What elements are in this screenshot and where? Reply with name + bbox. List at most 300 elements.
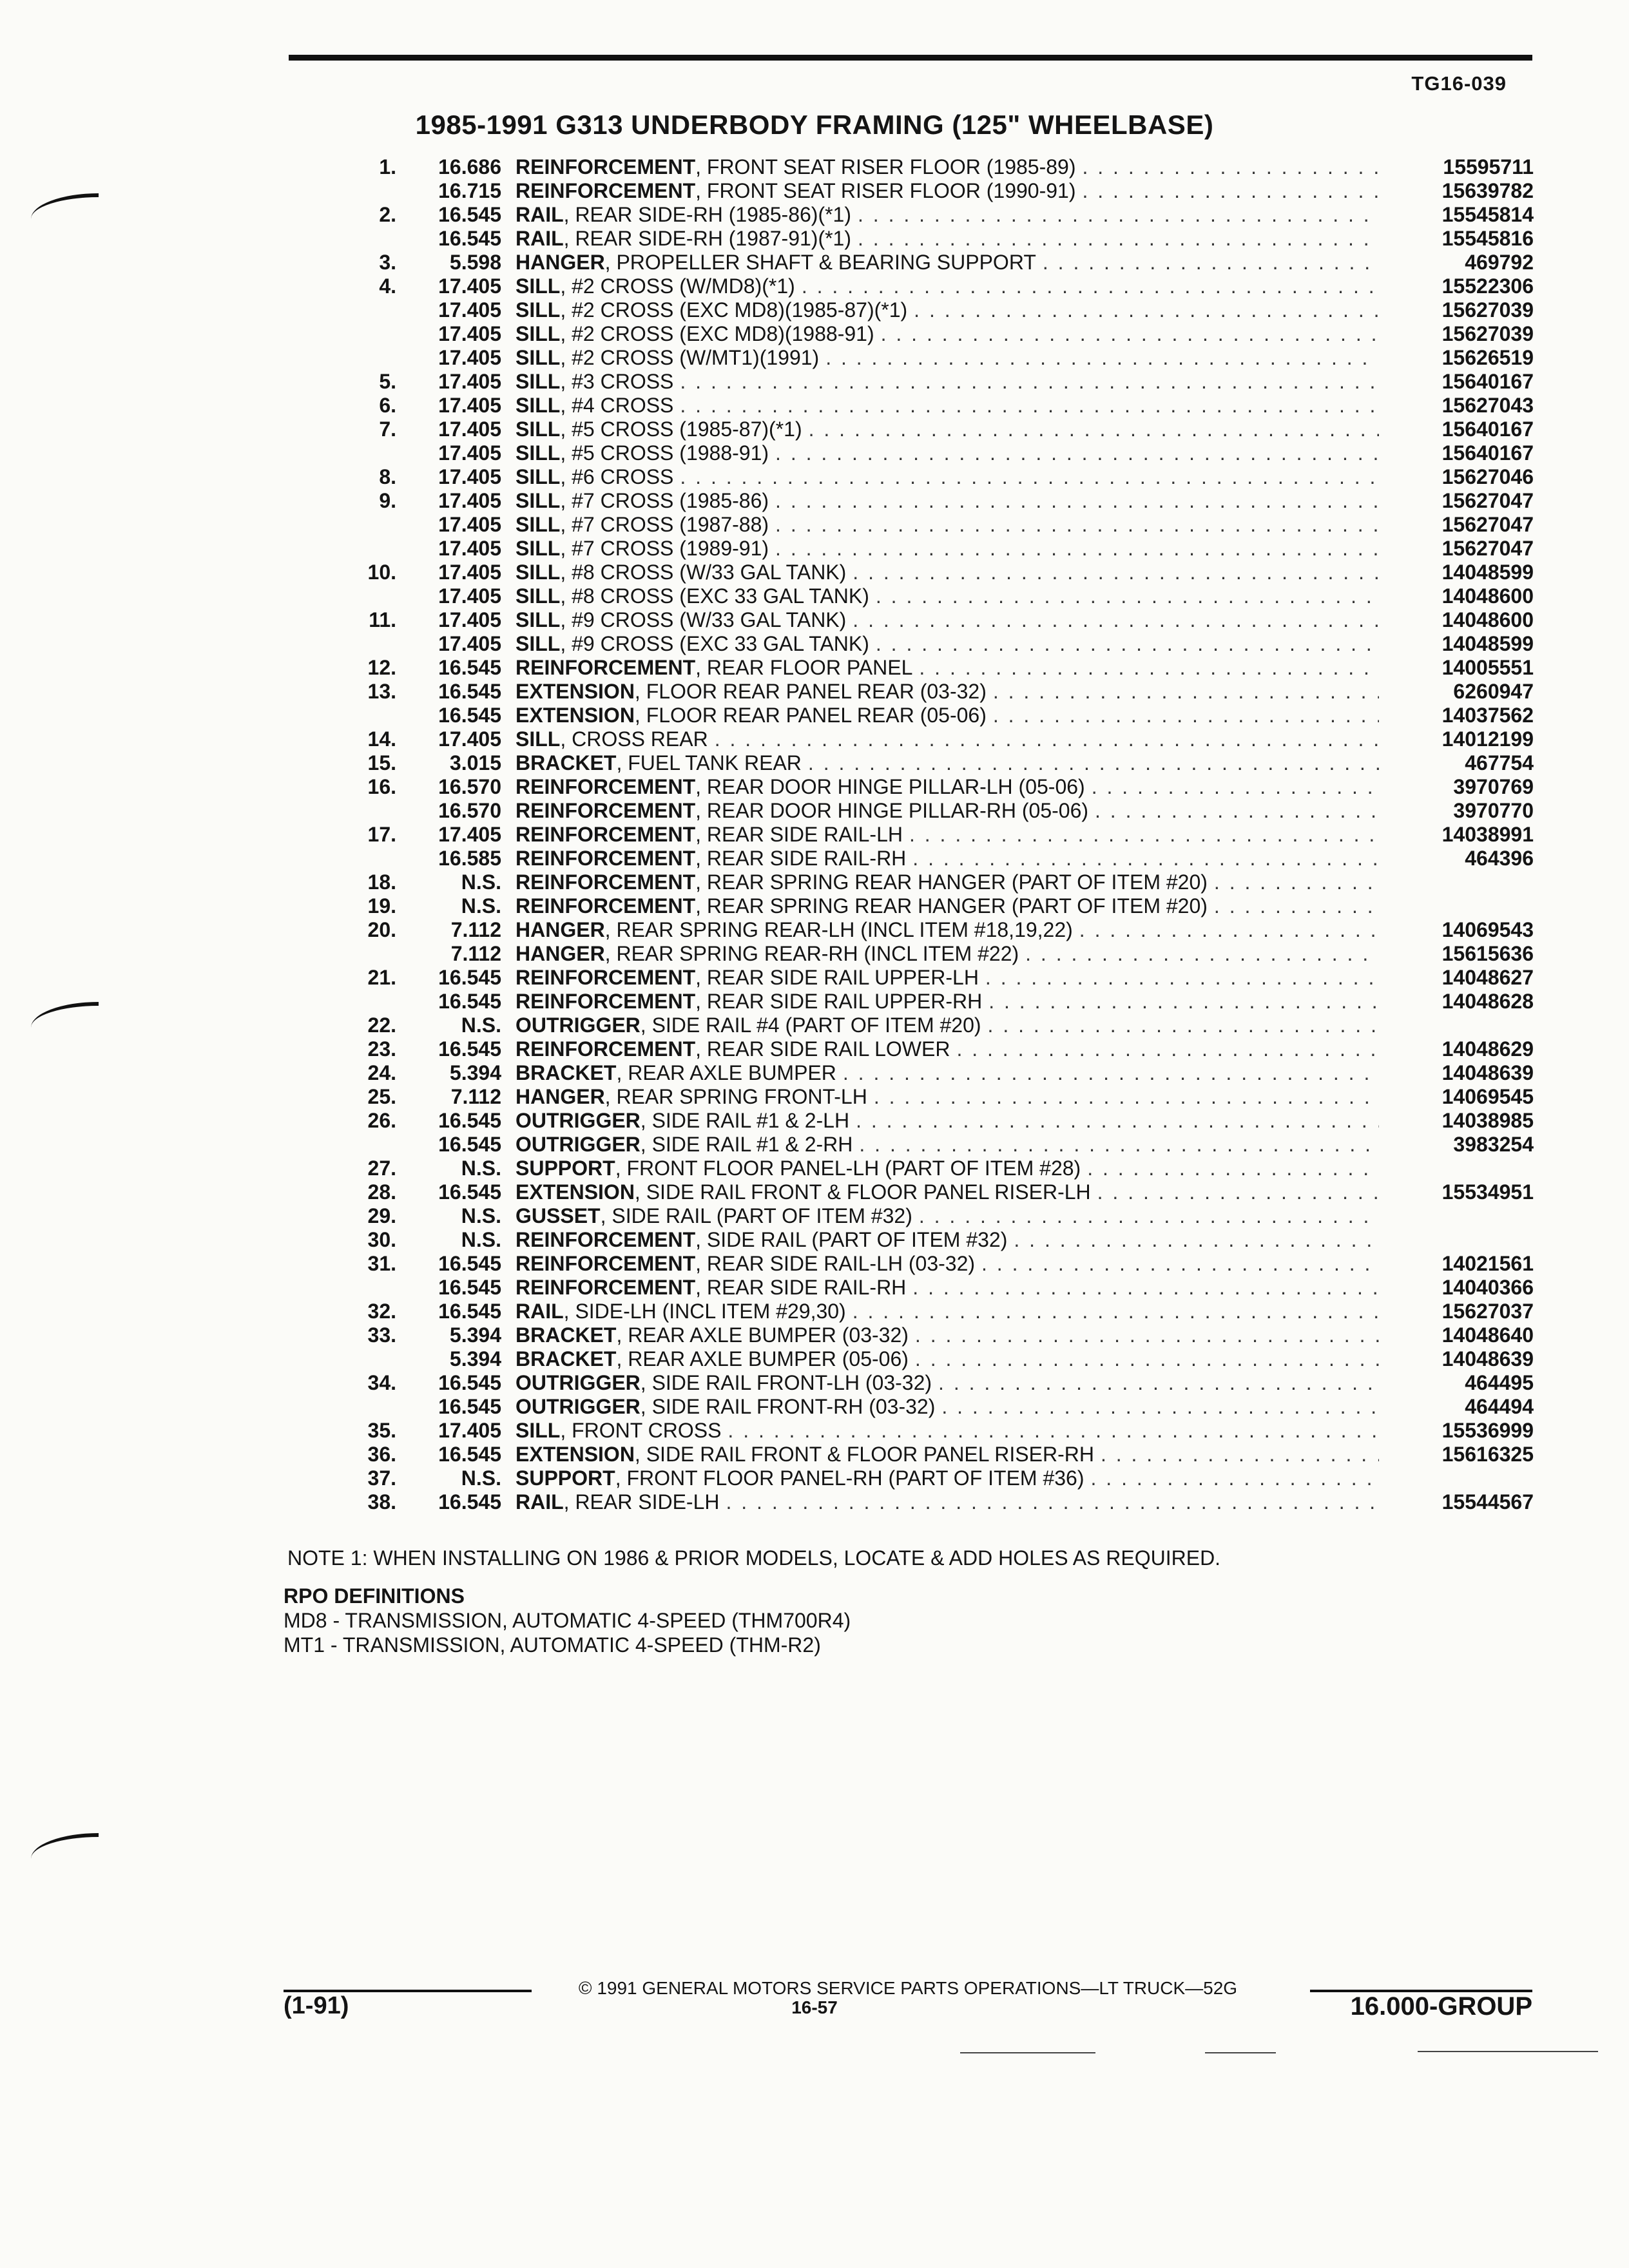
part-number: 15616325 <box>1441 1443 1534 1466</box>
table-row <box>290 394 1534 418</box>
part-detail: , SIDE-LH (INCL ITEM #29,30) <box>563 1300 846 1323</box>
part-detail: , FLOOR REAR PANEL REAR (03-32) <box>634 680 987 703</box>
part-number: 14048600 <box>1441 608 1534 631</box>
part-detail: , SIDE RAIL (PART OF ITEM #32) <box>695 1228 1008 1251</box>
part-name: HANGER <box>516 942 605 965</box>
part-name: HANGER <box>516 251 605 274</box>
part-number: 14005551 <box>1441 656 1534 679</box>
part-detail: , REAR SIDE RAIL UPPER-LH <box>695 966 979 989</box>
page-title: 1985-1991 G313 UNDERBODY FRAMING (125" WHEELBASE) <box>415 110 1214 140</box>
group-number: 16.545 <box>438 227 501 250</box>
part-detail: , PROPELLER SHAFT & BEARING SUPPORT <box>604 251 1036 274</box>
part-number: 469792 <box>1465 251 1534 274</box>
item-number: 37. <box>367 1466 396 1490</box>
item-number: 31. <box>367 1252 396 1275</box>
part-detail: , REAR SIDE RAIL LOWER <box>695 1037 950 1061</box>
part-detail: , #2 CROSS (W/MD8)(*1) <box>560 274 795 298</box>
item-number: 21. <box>367 966 396 989</box>
item-number: 33. <box>367 1323 396 1347</box>
part-name: REINFORCEMENT <box>516 990 696 1013</box>
part-detail: , #4 CROSS <box>560 394 674 417</box>
part-detail: , #8 CROSS (EXC 33 GAL TANK) <box>560 584 869 608</box>
table-row <box>290 1014 1534 1037</box>
group-number: 17.405 <box>438 513 501 536</box>
table-row <box>290 584 1534 608</box>
table-row <box>290 1204 1534 1228</box>
table-row <box>290 1466 1534 1490</box>
part-name: SILL <box>516 298 561 322</box>
group-number: 16.545 <box>438 656 501 679</box>
part-name: SUPPORT <box>516 1157 615 1180</box>
part-description <box>516 346 1379 370</box>
dot-leader <box>876 632 1379 656</box>
part-description <box>516 1204 1379 1228</box>
part-name: SILL <box>516 441 561 465</box>
group-number: 16.545 <box>438 1395 501 1418</box>
part-number: 14048639 <box>1441 1061 1534 1084</box>
table-row <box>290 1109 1534 1133</box>
part-detail: , FRONT CROSS <box>560 1419 722 1442</box>
part-detail: , #5 CROSS (1985-87)(*1) <box>560 418 802 441</box>
item-number: 11. <box>369 608 396 631</box>
part-detail: , FLOOR REAR PANEL REAR (05-06) <box>634 704 987 727</box>
part-name: SILL <box>516 346 561 369</box>
table-row <box>290 942 1534 966</box>
group-number: N.S. <box>461 870 501 894</box>
header-rule <box>289 55 1532 61</box>
part-number: 6260947 <box>1453 680 1534 703</box>
dot-leader <box>1214 894 1379 918</box>
part-number: 14048600 <box>1441 584 1534 608</box>
part-number: 15595711 <box>1443 155 1534 178</box>
part-name: REINFORCEMENT <box>516 656 696 679</box>
part-name: BRACKET <box>516 1323 617 1347</box>
part-number: 14069543 <box>1441 918 1534 941</box>
part-name: EXTENSION <box>516 1443 635 1466</box>
dot-leader <box>843 1061 1379 1085</box>
part-description <box>516 1157 1379 1180</box>
part-name: SILL <box>516 394 561 417</box>
binder-hole-mark-bottom <box>31 1833 99 1859</box>
part-description <box>516 251 1379 274</box>
item-number: 8. <box>379 465 396 488</box>
table-row <box>290 1228 1534 1252</box>
part-description <box>516 1323 1379 1347</box>
table-row <box>290 489 1534 513</box>
dot-leader <box>825 346 1379 370</box>
part-number: 15627039 <box>1441 322 1534 345</box>
dot-leader <box>1079 918 1379 942</box>
part-description <box>516 1371 1379 1395</box>
part-name: HANGER <box>516 1085 605 1108</box>
part-name: RAIL <box>516 1490 564 1514</box>
part-name: SILL <box>516 561 561 584</box>
part-number: 15626519 <box>1441 346 1534 369</box>
group-number: 17.405 <box>438 823 501 846</box>
dot-leader <box>802 274 1379 298</box>
group-number: 7.112 <box>450 942 501 965</box>
item-number: 24. <box>367 1061 396 1084</box>
part-description <box>516 1347 1379 1371</box>
dot-leader <box>775 441 1379 465</box>
part-name: RAIL <box>516 203 564 226</box>
group-number: 16.686 <box>438 155 501 178</box>
group-number: 16.545 <box>438 704 501 727</box>
part-number: 15534951 <box>1441 1180 1534 1204</box>
item-number: 30. <box>367 1228 396 1251</box>
part-detail: , FUEL TANK REAR <box>616 751 802 774</box>
part-description <box>516 370 1379 394</box>
dot-leader <box>808 751 1379 775</box>
table-row <box>290 1180 1534 1204</box>
part-name: SILL <box>516 322 561 345</box>
group-number: 17.405 <box>438 584 501 608</box>
group-number: 5.598 <box>449 251 501 274</box>
part-detail: , REAR SPRING REAR-RH (INCL ITEM #22) <box>604 942 1019 965</box>
table-row <box>290 465 1534 489</box>
part-name: REINFORCEMENT <box>516 179 696 202</box>
part-name: BRACKET <box>516 1347 617 1370</box>
part-description <box>516 847 1379 870</box>
part-description <box>516 990 1379 1014</box>
dot-leader <box>912 1276 1379 1300</box>
table-row <box>290 561 1534 584</box>
item-number: 38. <box>367 1490 396 1514</box>
item-number: 9. <box>379 489 396 512</box>
part-number: 464494 <box>1465 1395 1534 1418</box>
part-detail: , #7 CROSS (1989-91) <box>560 537 769 560</box>
dot-leader <box>1014 1228 1379 1252</box>
part-detail: , #8 CROSS (W/33 GAL TANK) <box>560 561 847 584</box>
item-number: 18. <box>367 870 396 894</box>
part-name: REINFORCEMENT <box>516 799 696 822</box>
part-detail: , FRONT FLOOR PANEL-LH (PART OF ITEM #28) <box>615 1157 1081 1180</box>
part-description <box>516 1252 1379 1276</box>
part-description <box>516 1014 1379 1037</box>
dot-leader <box>938 1371 1379 1395</box>
dot-leader <box>881 322 1379 346</box>
dot-leader <box>1082 155 1379 179</box>
part-detail: , SIDE RAIL #4 (PART OF ITEM #20) <box>640 1014 981 1037</box>
group-number: N.S. <box>461 1228 501 1251</box>
dot-leader <box>775 489 1379 513</box>
table-row <box>290 274 1534 298</box>
dot-leader <box>914 298 1379 322</box>
part-description <box>516 1085 1379 1109</box>
part-number: 15615636 <box>1441 942 1534 965</box>
part-detail: , #9 CROSS (W/33 GAL TANK) <box>560 608 847 631</box>
dot-leader <box>1087 1157 1379 1180</box>
part-description <box>516 751 1379 775</box>
part-name: REINFORCEMENT <box>516 1252 696 1275</box>
part-name: REINFORCEMENT <box>516 894 696 918</box>
part-description <box>516 823 1379 847</box>
part-name: REINFORCEMENT <box>516 1228 696 1251</box>
part-name: SILL <box>516 489 561 512</box>
part-detail: , FRONT SEAT RISER FLOOR (1990-91) <box>695 179 1076 202</box>
group-number: 17.405 <box>438 608 501 631</box>
part-number: 15640167 <box>1441 418 1534 441</box>
item-number: 25. <box>367 1085 396 1108</box>
part-name: BRACKET <box>516 1061 617 1084</box>
part-number: 14048599 <box>1441 561 1534 584</box>
item-number: 2. <box>379 203 396 226</box>
part-detail: , REAR AXLE BUMPER <box>616 1061 836 1084</box>
table-row <box>290 1252 1534 1276</box>
part-description <box>516 918 1379 942</box>
part-description <box>516 203 1379 227</box>
group-number: 16.585 <box>438 847 501 870</box>
part-number: 14048627 <box>1441 966 1534 989</box>
part-description <box>516 1133 1379 1157</box>
table-row <box>290 775 1534 799</box>
item-number: 17. <box>367 823 396 846</box>
dot-leader <box>728 1419 1379 1443</box>
table-row <box>290 203 1534 227</box>
table-row <box>290 1323 1534 1347</box>
group-number: 17.405 <box>438 274 501 298</box>
dot-leader <box>1043 251 1379 274</box>
dot-leader <box>985 966 1379 990</box>
part-number: 14038991 <box>1441 823 1534 846</box>
table-row <box>290 632 1534 656</box>
part-name: OUTRIGGER <box>516 1395 641 1418</box>
table-row <box>290 870 1534 894</box>
group-number: 16.545 <box>438 1180 501 1204</box>
group-number: 17.405 <box>438 346 501 369</box>
part-number: 14021561 <box>1441 1252 1534 1275</box>
dot-leader <box>853 608 1379 632</box>
part-name: RAIL <box>516 227 564 250</box>
group-number: 17.405 <box>438 561 501 584</box>
part-detail: , REAR SIDE-RH (1985-86)(*1) <box>563 203 851 226</box>
group-number: N.S. <box>461 1157 501 1180</box>
group-number: 16.545 <box>438 990 501 1013</box>
part-number: 464396 <box>1465 847 1534 870</box>
part-name: RAIL <box>516 1300 564 1323</box>
item-number: 13. <box>367 680 396 703</box>
table-row <box>290 179 1534 203</box>
table-row <box>290 918 1534 942</box>
part-name: OUTRIGGER <box>516 1371 641 1394</box>
part-description <box>516 942 1379 966</box>
part-description <box>516 584 1379 608</box>
part-description <box>516 441 1379 465</box>
part-description <box>516 870 1379 894</box>
footer-copyright: © 1991 GENERAL MOTORS SERVICE PARTS OPERATIONS—LT TRUCK—52G <box>578 1978 1238 1998</box>
part-detail: , #7 CROSS (1987-88) <box>560 513 769 536</box>
table-row <box>290 441 1534 465</box>
group-number: 17.405 <box>438 441 501 465</box>
group-number: 16.570 <box>438 775 501 798</box>
table-row <box>290 990 1534 1014</box>
part-description <box>516 727 1379 751</box>
table-row <box>290 823 1534 847</box>
part-detail: , #2 CROSS (EXC MD8)(1985-87)(*1) <box>560 298 908 322</box>
part-number: 3970769 <box>1453 775 1534 798</box>
dot-leader <box>915 1347 1379 1371</box>
dot-leader <box>775 513 1379 537</box>
part-description <box>516 656 1379 680</box>
rpo-heading: RPO DEFINITIONS <box>284 1584 465 1608</box>
group-number: 16.570 <box>438 799 501 822</box>
part-description <box>516 465 1379 489</box>
group-number: 5.394 <box>449 1347 501 1370</box>
group-number: 17.405 <box>438 298 501 322</box>
part-name: SILL <box>516 1419 561 1442</box>
part-name: REINFORCEMENT <box>516 155 696 178</box>
dot-leader <box>856 1109 1379 1133</box>
dot-leader <box>858 203 1379 227</box>
part-number: 15640167 <box>1441 441 1534 465</box>
item-number: 4. <box>379 274 396 298</box>
part-description <box>516 966 1379 990</box>
part-number: 15627047 <box>1441 513 1534 536</box>
table-row <box>290 322 1534 346</box>
part-description <box>516 1490 1379 1514</box>
group-number: 16.545 <box>438 1300 501 1323</box>
scan-artifact-line <box>1205 2052 1276 2053</box>
part-detail: , REAR SIDE RAIL-RH <box>695 847 907 870</box>
part-detail: , CROSS REAR <box>560 727 708 751</box>
part-number: 464495 <box>1465 1371 1534 1394</box>
part-detail: , SIDE RAIL FRONT-LH (03-32) <box>640 1371 932 1394</box>
dot-leader <box>858 227 1379 251</box>
dot-leader <box>1097 1180 1379 1204</box>
item-number: 29. <box>367 1204 396 1227</box>
part-name: HANGER <box>516 918 605 941</box>
group-number: N.S. <box>461 1014 501 1037</box>
part-detail: , REAR SIDE RAIL-RH <box>695 1276 907 1299</box>
table-row <box>290 1300 1534 1323</box>
part-number: 14040366 <box>1441 1276 1534 1299</box>
part-name: SILL <box>516 370 561 393</box>
part-description <box>516 1300 1379 1323</box>
part-description <box>516 418 1379 441</box>
part-detail: , FRONT FLOOR PANEL-RH (PART OF ITEM #36) <box>615 1466 1084 1490</box>
part-description <box>516 1228 1379 1252</box>
table-row <box>290 1419 1534 1443</box>
part-detail: , #9 CROSS (EXC 33 GAL TANK) <box>560 632 869 655</box>
part-number: 15545814 <box>1441 203 1534 226</box>
group-number: 17.405 <box>438 394 501 417</box>
dot-leader <box>956 1037 1379 1061</box>
part-description <box>516 179 1379 203</box>
part-description <box>516 513 1379 537</box>
part-number: 15627037 <box>1441 1300 1534 1323</box>
rpo-definitions <box>284 1584 851 1657</box>
part-number: 14048639 <box>1441 1347 1534 1370</box>
part-name: SILL <box>516 608 561 631</box>
part-description <box>516 608 1379 632</box>
table-row <box>290 1490 1534 1514</box>
group-number: 16.545 <box>438 966 501 989</box>
part-name: REINFORCEMENT <box>516 1276 696 1299</box>
item-number: 26. <box>367 1109 396 1132</box>
installation-note: NOTE 1: WHEN INSTALLING ON 1986 & PRIOR MODELS, LOCATE & ADD HOLES AS REQUIRED. <box>287 1546 1221 1570</box>
table-row <box>290 847 1534 870</box>
part-detail: , SIDE RAIL (PART OF ITEM #32) <box>600 1204 912 1227</box>
part-detail: , #3 CROSS <box>560 370 674 393</box>
table-row <box>290 1085 1534 1109</box>
group-number: 16.545 <box>438 1037 501 1061</box>
item-number: 16. <box>367 775 396 798</box>
group-number: 16.715 <box>438 179 501 202</box>
table-row <box>290 799 1534 823</box>
footer-date: (1-91) <box>284 1992 349 2019</box>
dot-leader <box>988 990 1379 1014</box>
group-number: 17.405 <box>438 322 501 345</box>
item-number: 5. <box>379 370 396 393</box>
part-detail: , REAR SIDE RAIL-LH (03-32) <box>695 1252 976 1275</box>
parts-list <box>290 155 1534 1514</box>
part-detail: , #7 CROSS (1985-86) <box>560 489 769 512</box>
part-detail: , REAR SIDE RAIL UPPER-RH <box>695 990 983 1013</box>
item-number: 28. <box>367 1180 396 1204</box>
group-number: 17.405 <box>438 632 501 655</box>
part-detail: , REAR SPRING FRONT-LH <box>604 1085 867 1108</box>
table-row <box>290 751 1534 775</box>
dot-leader <box>680 465 1379 489</box>
part-name: SILL <box>516 727 561 751</box>
item-number: 22. <box>367 1014 396 1037</box>
part-description <box>516 680 1379 704</box>
part-detail: , REAR SIDE RAIL-LH <box>695 823 903 846</box>
part-number: 15627043 <box>1441 394 1534 417</box>
table-row <box>290 1061 1534 1085</box>
dot-leader <box>680 370 1379 394</box>
group-number: 16.545 <box>438 680 501 703</box>
dot-leader <box>809 418 1379 441</box>
part-number: 14048640 <box>1441 1323 1534 1347</box>
item-number: 15. <box>367 751 396 774</box>
dot-leader <box>941 1395 1379 1419</box>
dot-leader <box>1101 1443 1379 1466</box>
part-detail: , SIDE RAIL #1 & 2-LH <box>640 1109 850 1132</box>
item-number: 19. <box>367 894 396 918</box>
dot-leader <box>1082 179 1379 203</box>
part-name: EXTENSION <box>516 1180 635 1204</box>
table-row <box>290 1157 1534 1180</box>
part-description <box>516 632 1379 656</box>
part-description <box>516 1109 1379 1133</box>
part-number: 15639782 <box>1441 179 1534 202</box>
table-row <box>290 1133 1534 1157</box>
group-number: 17.405 <box>438 370 501 393</box>
part-description <box>516 1466 1379 1490</box>
part-detail: , REAR SPRING REAR HANGER (PART OF ITEM #20) <box>695 870 1208 894</box>
table-row <box>290 704 1534 727</box>
group-number: N.S. <box>461 1204 501 1227</box>
item-number: 23. <box>367 1037 396 1061</box>
part-description <box>516 561 1379 584</box>
footer-group: 16.000-GROUP <box>1350 1992 1532 2021</box>
document-id: TG16-039 <box>1411 72 1507 95</box>
part-number: 15544567 <box>1441 1490 1534 1514</box>
dot-leader <box>853 1300 1379 1323</box>
part-number: 3983254 <box>1453 1133 1534 1156</box>
part-description <box>516 1037 1379 1061</box>
item-number: 1. <box>379 155 396 178</box>
group-number: 7.112 <box>450 1085 501 1108</box>
part-description <box>516 227 1379 251</box>
part-number: 15627047 <box>1441 537 1534 560</box>
part-detail: , REAR FLOOR PANEL <box>695 656 913 679</box>
part-number: 467754 <box>1465 751 1534 774</box>
table-row <box>290 227 1534 251</box>
item-number: 36. <box>367 1443 396 1466</box>
part-detail: , SIDE RAIL #1 & 2-RH <box>640 1133 853 1156</box>
